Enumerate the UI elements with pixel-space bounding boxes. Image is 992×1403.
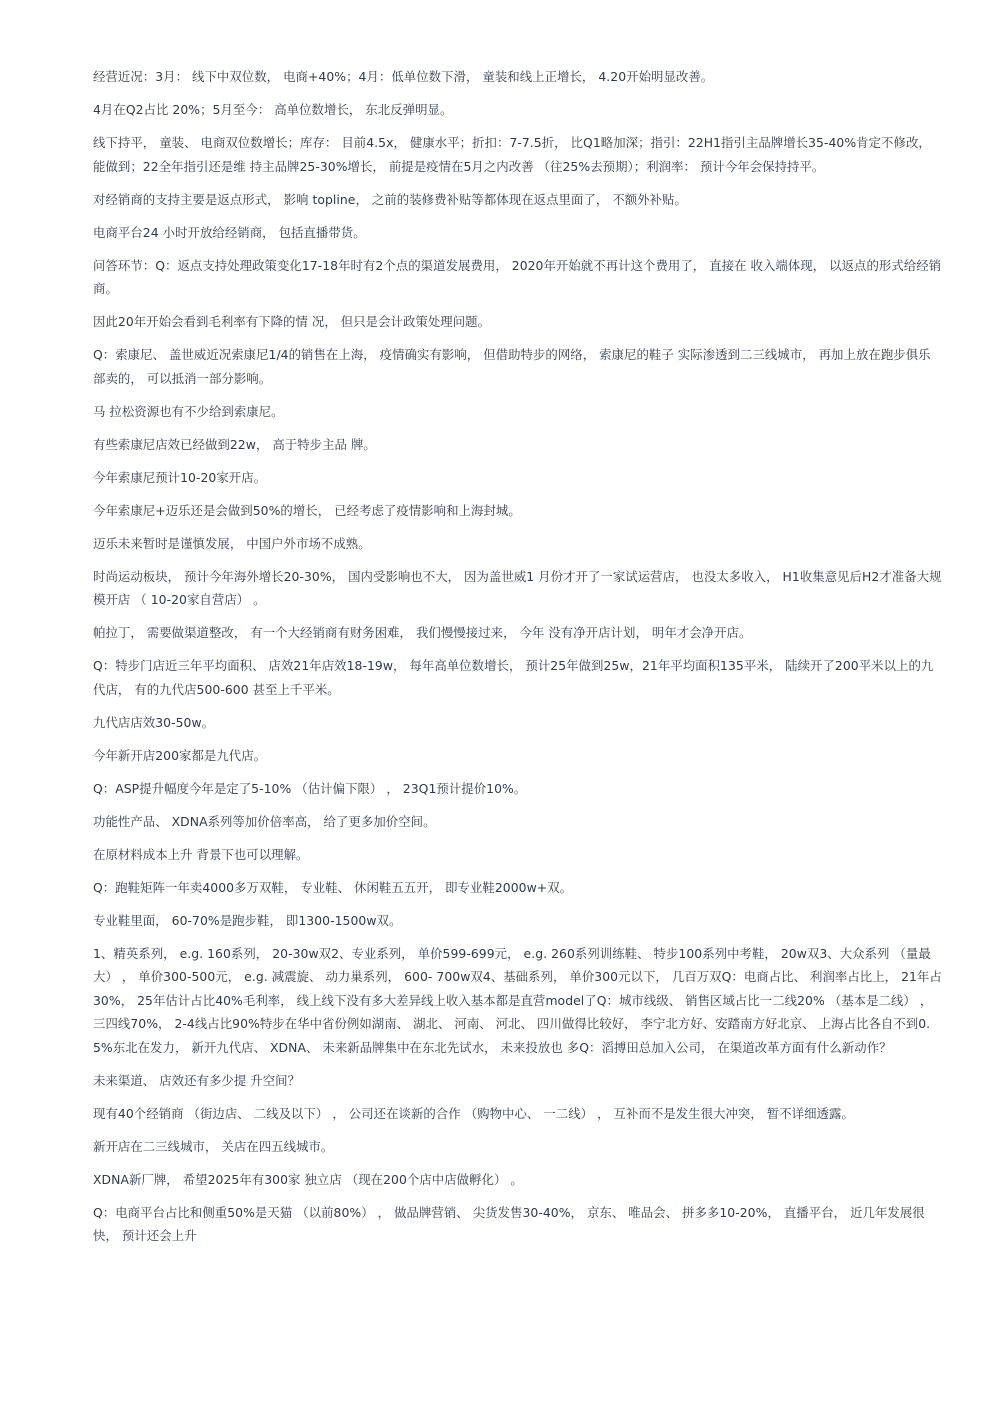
paragraph: 今年索康尼预计10-20家开店。 [93,469,267,485]
paragraph: 1、精英系列， e.g. 160系列， 20-30w双2、专业系列， 单价599-699元， e.g. 260系列训练鞋、 特步100系列中考鞋， 20w双3、大众系列 （量最大） ， 单价300-500元， e.g. 减震旋、 动力巢系列， 600- 700w双4、基础系列， 单价300元以下， 几百万双Q：电商占比、 利润率占比上， 21年占30%， 25年估计占比40%毛利率， 线上线下没有多大差异线上收入基本都是直营model了Q：城市线级、 销售区域占比一二线20% （基本是二线） ， 三四线70%， 2-4线占比90%特步在华中省份例如湖南、 湖北、 河南、 河北、 四川做得比较好， 李宁北方好、安踏南方好北京、 上海占比各自不到0.5%东北在发力， 新开九代店、 XDNA、 未来新品牌集中在东北先试水， 未来投放也 多Q：滔搏田总加入公司， 在渠道改革方面有什么新动作？ [93,945,942,1055]
paragraph: 线下持平， 童装、 电商双位数增长；库存： 目前4.5x， 健康水平；折扣：7-7.5折， 比Q1略加深；指引：22H1指引主品牌增长35-40%肯定不修改， 能做到；22全年指引还是维 持主品牌25-30%增长， 前提是疫情在5月之内改善 （往25%去预期）；利润率： 预计今年会保持持平。 [93,135,931,174]
paragraph: 今年新开店200家都是九代店。 [93,747,267,763]
paragraph: 今年索康尼+迈乐还是会做到50%的增长， 已经考虑了疫情影响和上海封城。 [93,502,521,518]
paragraph: 马 拉松资源也有不少给到索康尼。 [93,403,284,419]
paragraph: XDNA新厂牌， 希望2025年有300家 独立店 （现在200个店中店做孵化） 。 [93,1171,523,1187]
paragraph: 经营近况：3月： 线下中双位数， 电商+40%；4月：低单位数下滑， 童装和线上正增长， 4.20开始明显改善。 [93,69,714,84]
paragraph: 未来渠道、 店效还有多少提 升空间？ [93,1072,301,1088]
paragraph: 时尚运动板块， 预计今年海外增长20-30%， 国内受影响也不大， 因为盖世威1 月份才开了一家试运营店， 也没太多收入， H1收集意见后H2才准备大规模开店 （ 10-20家自营店） 。 [93,568,942,607]
paragraph: 因此20年开始会看到毛利率有下降的情 况， 但只是会计政策处理问题。 [93,314,491,329]
paragraph: 在原材料成本上升 背景下也可以理解。 [93,846,309,862]
paragraph: 有些索康尼店效已经做到22w， 高于特步主品 牌。 [93,436,376,452]
paragraph: 帕拉丁， 需要做渠道整改， 有一个大经销商有财务困难， 我们慢慢接过来， 今年 没有净开店计划， 明年才会净开店。 [93,625,752,640]
paragraph: 迈乐未来暂时是谨慎发展， 中国户外市场不成熟。 [93,535,371,551]
paragraph: 问答环节：Q：返点支持处理政策变化17-18年时有2个点的渠道发展费用， 2020年开始就不再计这个费用了， 直接在 收入端体现， 以返点的形式给经销商。 [93,257,942,296]
paragraph: 4月在Q2占比 20%；5月至今： 高单位数增长， 东北反弹明显。 [93,102,453,117]
paragraph: 新开店在二三线城市， 关店在四五线城市。 [93,1138,334,1154]
paragraph: 专业鞋里面， 60-70%是跑步鞋， 即1300-1500w双。 [93,912,402,928]
paragraph: Q：索康尼、 盖世威近况索康尼1/4的销售在上海， 疫情确实有影响， 但借助特步的网络， 索康尼的鞋子 实际渗透到二三线城市， 再加上放在跑步俱乐部卖的， 可以抵消一部分影响。 [93,347,931,386]
paragraph: Q：特步门店近三年平均面积、 店效21年店效18-19w， 每年高单位数增长， 预计25年做到25w，21年平均面积135平米， 陆续开了200平米以上的九代店， 有的九代店500-600 甚至上千平米。 [93,658,934,697]
paragraph: 功能性产品、 XDNA系列等加价倍率高， 给了更多加价空间。 [93,813,436,829]
paragraph: Q：跑鞋矩阵一年卖4000多万双鞋， 专业鞋、 休闲鞋五五开， 即专业鞋2000w+双。 [93,879,573,895]
paragraph: 九代店店效30-50w。 [93,714,215,730]
paragraph: 对经销商的支持主要是返点形式， 影响 topline， 之前的装修费补贴等都体现在返点里面了， 不额外补贴。 [93,191,687,207]
paragraph: Q：ASP提升幅度今年是定了5-10% （估计偏下限） ， 23Q1预计提价10%。 [93,780,527,796]
paragraph: 现有40个经销商 （街边店、 二线及以下） ， 公司还在谈新的合作 （购物中心、 一二线） ， 互补而不是发生很大冲突， 暂不详细透露。 [93,1105,854,1121]
paragraph: Q：电商平台占比和侧重50%是天猫 （以前80%） ， 做品牌营销、 尖货发售30-40%， 京东、 唯品会、 拼多多10-20%， 直播平台， 近几年发展很快， 预计还会上升 [93,1204,925,1243]
paragraph: 电商平台24 小时开放给经销商， 包括直播带货。 [93,224,366,240]
document-body [93,65,942,1248]
